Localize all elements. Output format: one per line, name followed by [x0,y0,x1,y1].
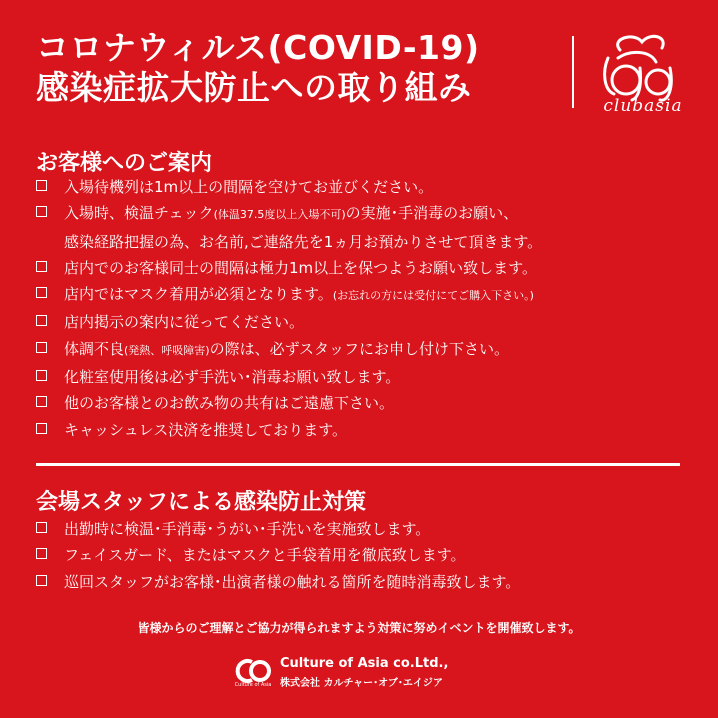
list-item [36,174,542,200]
header-divider [572,36,574,108]
list-item [36,309,542,335]
list-item-note: (発熱、呼吸障害) [124,343,210,357]
list-item-text: 化粧室使用後は必ず手洗い･消毒お願い致します。 [64,368,401,387]
list-item-text: 巡回スタッフがお客様･出演者様の触れる箇所を随時消毒致します。 [64,572,521,591]
list-item-text-continued: の実施･手消毒のお願い、 [345,204,519,223]
list-item [36,336,542,364]
checkbox-icon [36,370,47,381]
list-item-text: キャッシュレス決済を推奨しております。 [64,420,348,439]
title-line-1: コロナウィルス(COVID-19) [36,28,480,67]
checkbox-icon [36,423,47,434]
title-line-2: 感染症拡大防止への取り組み [36,68,472,107]
list-item-text-continued: の際は、必ずスタッフにお申し付け下さい。 [209,339,510,358]
checkbox-icon [36,522,47,533]
list-item [36,255,542,281]
checkbox-icon [36,342,47,353]
list-item [36,516,520,542]
checkbox-icon [36,575,47,586]
list-item-text: 店内ではマスク着用が必須となります。 [64,285,333,304]
checkbox-icon [36,180,47,191]
checkbox-icon [36,548,47,559]
list-item [36,281,542,309]
list-item-text: 体調不良 [64,339,125,358]
list-item-note: (体温37.5度以上入場不可) [213,208,346,222]
checkbox-icon [36,261,47,272]
company-name-en: Culture of Asia co.Ltd., [280,656,449,671]
list-item [36,200,542,228]
customer-guidelines-list [36,174,542,443]
staff-section-heading: 会場スタッフによる感染防止対策 [36,490,367,515]
list-item [36,229,542,255]
customer-section-heading: お客様へのご案内 [36,151,213,176]
list-item [36,417,542,443]
list-item [36,542,520,568]
list-item-note: (お忘れの方には受付にてご購入下さい。) [332,289,534,303]
checkbox-icon [36,396,47,407]
list-item-text: 出勤時に検温･手消毒･うがい･手洗いを実施致します。 [64,520,431,538]
checkbox-icon [36,315,47,326]
list-item-text: 店内でのお客様同士の間隔は極力1m以上を保つようお願い致します。 [64,258,537,277]
company-name-ja: 株式会社 カルチャー･オブ･エイジア [280,678,443,689]
checkbox-icon [36,287,47,298]
page-title [36,28,566,108]
list-item [36,569,520,595]
closing-message: 皆様からのご理解とご協力が得られますよう対策に努めイベントを開催致します。 [137,621,581,635]
section-divider [36,463,680,466]
list-item-text: 入場時、検温チェック [64,204,214,223]
list-item-text: フェイスガード、またはマスクと手袋着用を徹底致します。 [64,546,466,565]
list-item [36,364,542,390]
clubasia-logo-text: clubasia [603,96,683,116]
company-logo-caption: Culture of Asia [234,682,272,688]
list-item-text: 感染経路把握の為、お名前,ご連絡先を1ヵ月お預かりさせて頂きます。 [64,232,543,251]
staff-measures-list [36,516,520,595]
list-item-text: 他のお客様とのお飲み物の共有はご遠慮下さい。 [64,394,395,413]
list-item-text: 入場待機列は1m以上の間隔を空けてお並びください。 [64,178,434,196]
list-item [36,390,542,416]
checkbox-icon [36,206,47,217]
list-item-text: 店内掲示の案内に従ってください。 [64,313,305,332]
